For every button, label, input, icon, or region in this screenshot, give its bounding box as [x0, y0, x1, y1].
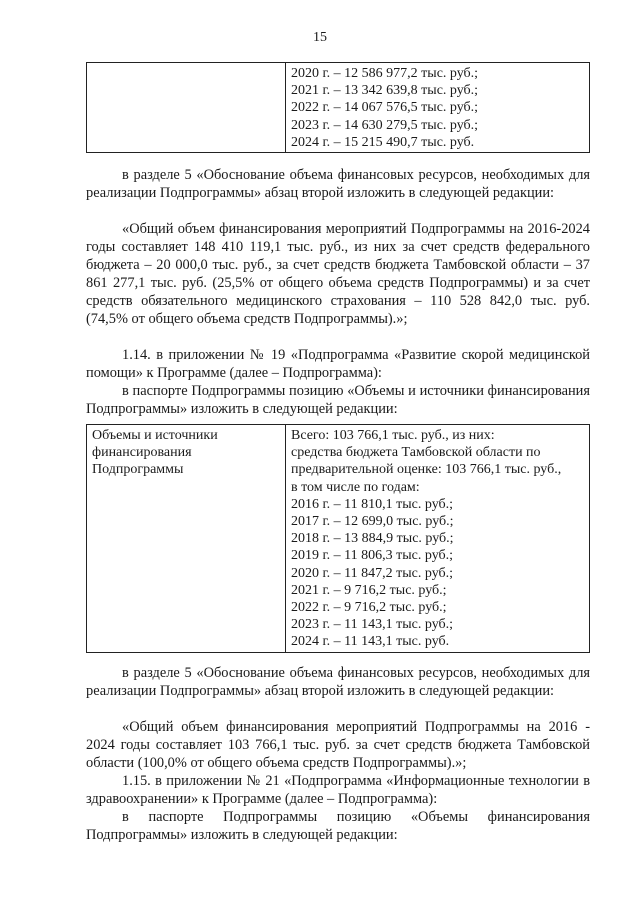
- paragraph: «Общий объем финансирования мероприятий Подпрограммы на 2016 - 2024 годы составляет 103 766,1 тыс. руб. за счет средств бюджета Тамбовской области (100,0% от общего объема средств Подпрограммы).»;: [86, 719, 590, 771]
- year-line: 2023 г. – 14 630 279,5 тыс. руб.;: [291, 117, 479, 133]
- amount-line: в том числе по годам:: [291, 479, 420, 495]
- paragraph: в паспорте Подпрограммы позицию «Объемы и источники финансирования Подпрограммы» изложить в следующей редакции:: [86, 383, 590, 417]
- page-number: 15: [313, 30, 327, 45]
- label-line: Подпрограммы: [92, 462, 184, 478]
- paragraph: в разделе 5 «Обоснование объема финансовых ресурсов, необходимых для реализации Подпрограммы» абзац второй изложить в следующей редакции:: [86, 167, 590, 201]
- table-continued-financing: [86, 62, 590, 153]
- paragraph: 1.14. в приложении № 19 «Подпрограмма «Развитие скорой медицинской помощи» к Программе (далее – Подпрограмма):: [86, 347, 590, 381]
- year-line: 2020 г. – 11 847,2 тыс. руб.;: [291, 565, 454, 581]
- year-line: 2021 г. – 9 716,2 тыс. руб.;: [291, 582, 447, 598]
- amount-line: предварительной оценке: 103 766,1 тыс. руб.,: [291, 462, 562, 478]
- year-line: 2020 г. – 12 586 977,2 тыс. руб.;: [291, 66, 479, 81]
- year-line: 2023 г. – 11 143,1 тыс. руб.;: [291, 617, 454, 633]
- table-cell-label: [87, 63, 286, 153]
- paragraph: «Общий объем финансирования мероприятий Подпрограммы на 2016-2024 годы составляет 148 410 119,1 тыс. руб., из них за счет средств федерального бюджета – 20 000,0 тыс. руб., за счет средств бюджета Тамбовской области – 37 861 277,1 тыс. руб. (25,5% от общего объема средств Подпрограммы) и за счет средств обязательного медицинского страхования – 110 528 842,0 тыс. руб. (74,5% от общего объема средств Подпрограммы).»;: [86, 221, 590, 327]
- year-line: 2017 г. – 12 699,0 тыс. руб.;: [291, 514, 454, 530]
- table-row: [87, 425, 590, 653]
- year-line: 2016 г. – 11 810,1 тыс. руб.;: [291, 496, 454, 512]
- amount-line: Всего: 103 766,1 тыс. руб., из них:: [291, 428, 495, 443]
- year-line: 2022 г. – 9 716,2 тыс. руб.;: [291, 600, 447, 616]
- paragraph: 1.15. в приложении № 21 «Подпрограмма «Информационные технологии в здравоохранении» к Программе (далее – Подпрограмма):: [86, 773, 590, 807]
- year-line: 2024 г. – 15 215 490,7 тыс. руб.: [291, 134, 475, 150]
- year-line: 2022 г. – 14 067 576,5 тыс. руб.;: [291, 100, 479, 116]
- year-line: 2021 г. – 13 342 639,8 тыс. руб.;: [291, 83, 479, 99]
- label-line: Объемы и источники: [92, 428, 218, 443]
- label-line: финансирования: [92, 445, 192, 461]
- table-cell-amounts: [286, 425, 590, 653]
- year-line: 2024 г. – 11 143,1 тыс. руб.: [291, 634, 450, 650]
- year-line: 2018 г. – 13 884,9 тыс. руб.;: [291, 531, 454, 547]
- paragraph: в паспорте Подпрограммы позицию «Объемы финансирования Подпрограммы» изложить в следующей редакции:: [86, 809, 590, 843]
- paragraph: в разделе 5 «Обоснование объема финансовых ресурсов, необходимых для реализации Подпрограммы» абзац второй изложить в следующей редакции:: [86, 665, 590, 699]
- year-line: 2019 г. – 11 806,3 тыс. руб.;: [291, 548, 454, 564]
- table-row: [87, 63, 590, 153]
- table-cell-years: [286, 63, 590, 153]
- table-financing-sources: [86, 424, 590, 653]
- amount-line: средства бюджета Тамбовской области по: [291, 445, 541, 461]
- table-cell-label: [87, 425, 286, 653]
